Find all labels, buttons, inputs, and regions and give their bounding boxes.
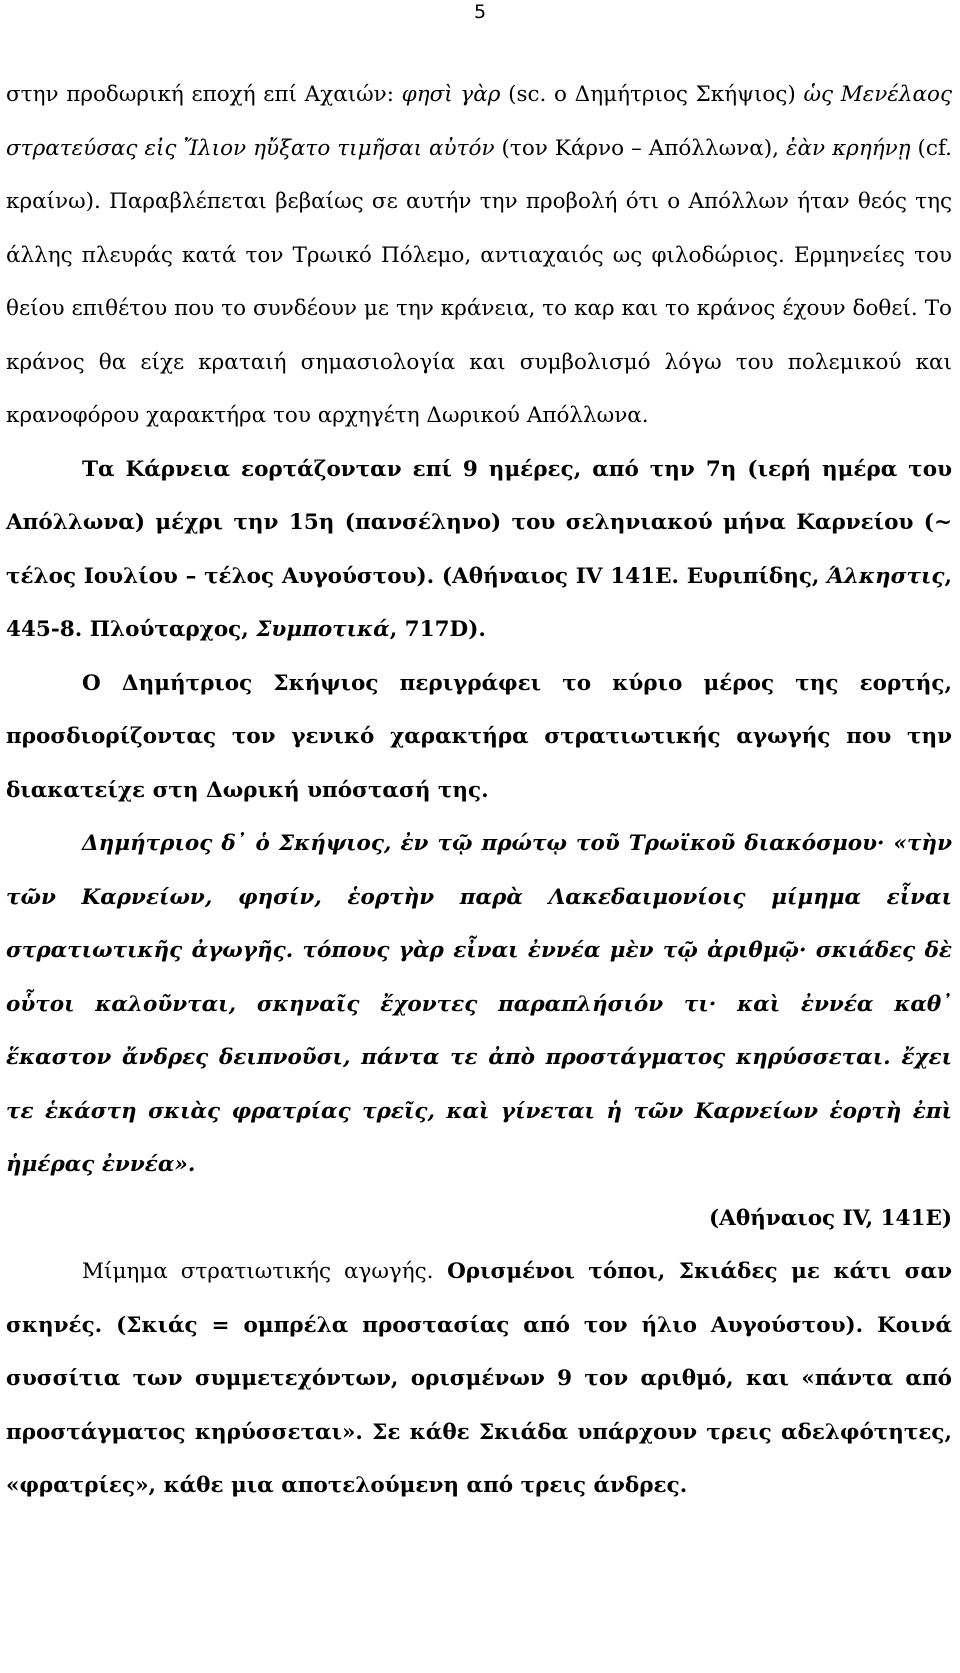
- p5-text-a: Μίμημα στρατιωτικής αγωγής.: [82, 1259, 434, 1284]
- p1-text-b: (sc. ο Δημήτριος Σκήψιος): [500, 82, 804, 107]
- p1-text-c: (τον Κάρνο – Απόλλωνα),: [494, 135, 786, 161]
- p1-quote-a: φησὶ γὰρ: [401, 82, 501, 107]
- p2-text-a: Τα Κάρνεια εορτάζονταν επί 9 ημέρες, από την 7η (ιερή ημέρα του Απόλλωνα) μέχρι την 15η (πανσέληνο) του σεληνιακού μήνα Καρνείου (~ τέλος Ιουλίου – τέλος Αυγούστου). (Αθήναιος IV 141E. Ευριπίδης,: [6, 456, 952, 589]
- citation: (Αθήναιος IV, 141E): [709, 1205, 952, 1231]
- p1-text-d: (cf. κραίνω). Παραβλέπεται βεβαίως σε αυτήν την προβολή ότι ο Απόλλων ήταν θεός της άλλης πλευράς κατά τον Τρωικό Πόλεμο, αντιαχαιός ως φιλοδώριος. Ερμηνείες του θείου επιθέτου που το συνδέουν με την κράνεια, το καρ και το κράνος έχουν δοθεί. Το κράνος θα είχε κραταιή σημασιολογία και συμβολισμό λόγω του πολεμικού και κρανοφόρου χαρακτήρα του αρχηγέτη Δωρικού Απόλλωνα.: [6, 135, 952, 428]
- page-number: 5: [473, 1, 487, 23]
- p1-quote-b: ὡς Μενέλαος στρατεύσας εἰς Ἴλιον ηὔξατο τιμῆσαι αὐτόν: [6, 82, 952, 161]
- p2-title-b: Συμποτικά: [256, 617, 390, 642]
- p2-title-a: Άλκηστις: [827, 563, 945, 589]
- p5-text-b: Ορισμένοι τόποι, Σκιάδες με κάτι σαν σκηνές. (Σκιάς = ομπρέλα προστασίας από τον ήλιο Αυγούστου). Κοινά συσσίτια των συμμετεχόντων, ορισμένων 9 τον αριθμό, και «πάντα από προστάγματος κηρύσσεται». Σε κάθε Σκιάδα υπάρχουν τρεις αδελφότητες, «φρατρίες», κάθε μια αποτελούμενη από τρεις άνδρες.: [6, 1259, 952, 1498]
- paragraph-1: [6, 68, 952, 443]
- p1-quote-c: ἐὰν κρηήνῃ: [785, 135, 911, 161]
- paragraph-5: [6, 1245, 952, 1513]
- p2-text-c: , 717D).: [389, 617, 486, 642]
- p2-text-b: , 445-8. Πλούταρχος,: [6, 563, 952, 642]
- paragraph-3: Ο Δημήτριος Σκήψιος περιγράφει το κύριο μέρος της εορτής, προσδιορίζοντας τον γενικό χαρακτήρα στρατιωτικής αγωγής που την διακατείχε στη Δωρική υπόστασή της.: [6, 670, 952, 803]
- body-text: [6, 68, 952, 1513]
- p1-text-a: στην προδωρική εποχή επί Αχαιών:: [6, 82, 402, 107]
- paragraph-4-quotation: Δημήτριος δ᾽ ὁ Σκήψιος, ἐν τῷ πρώτῳ τοῦ Τρωϊκοῦ διακόσμου· «τὴν τῶν Καρνείων, φησίν, ἑορτὴν παρὰ Λακεδαιμονίοις μίμημα εἶναι στρατιωτικῆς ἀγωγῆς. τόπους γὰρ εἶναι ἐννέα μὲν τῷ ἀριθμῷ· σκιάδες δὲ οὗτοι καλοῦνται, σκηναῖς ἔχοντες παραπλήσιόν τι· καὶ ἐννέα καθ᾽ ἕκαστον ἄνδρες δειπνοῦσι, πάντα τε ἀπὸ προστάγματος κηρύσσεται. ἔχει τε ἑκάστη σκιὰς φρατρίας τρεῖς, καὶ γίνεται ἡ τῶν Καρνείων ἑορτὴ ἐπὶ ἡμέρας ἐννέα».: [6, 831, 952, 1177]
- paragraph-2: [6, 443, 952, 657]
